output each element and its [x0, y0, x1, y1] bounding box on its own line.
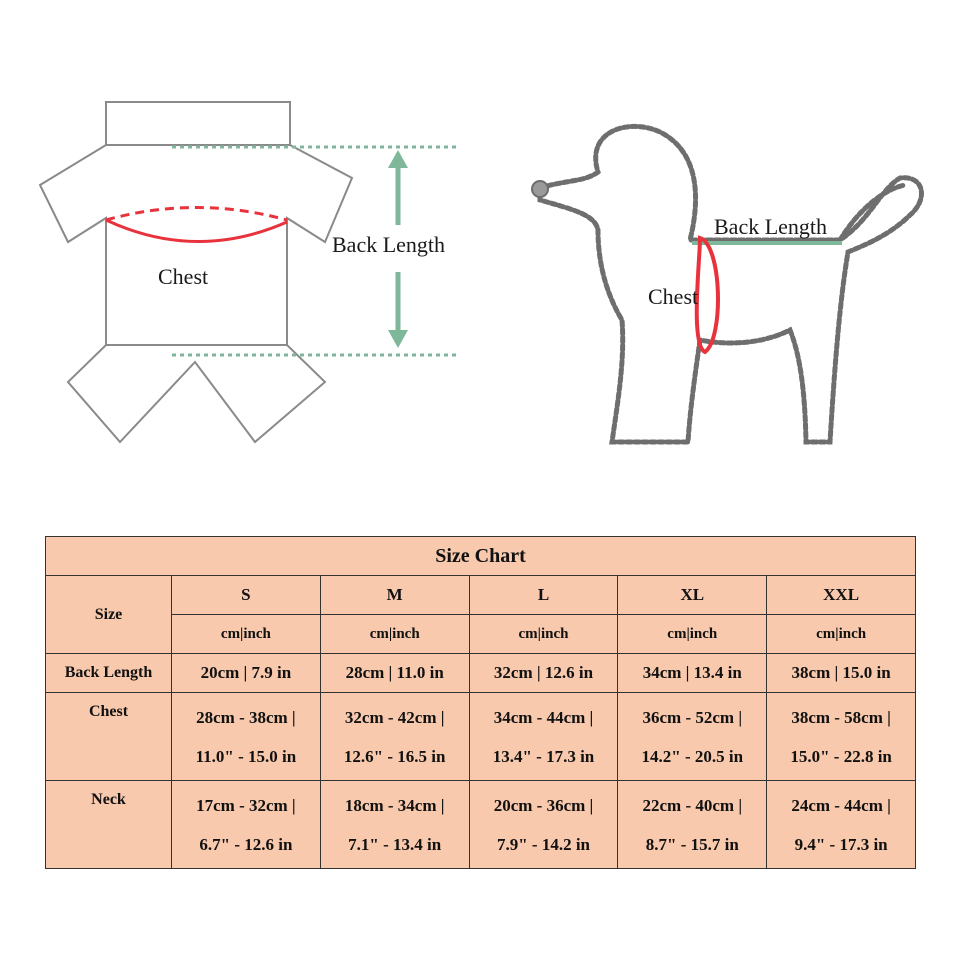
neck-cell: [320, 781, 469, 869]
illustration-area: [0, 0, 960, 470]
back-length-cell: 32cm | 12.6 in: [469, 654, 618, 693]
chest-row: [46, 693, 916, 781]
chest-cm: 36cm - 52cm |: [642, 707, 743, 727]
chest-cm: 38cm - 58cm |: [791, 707, 891, 727]
unit-cell: cm|inch: [320, 615, 469, 654]
chest-inch: 12.6" - 16.5 in: [343, 746, 446, 766]
size-xl-header: XL: [618, 576, 767, 615]
back-length-cell: 20cm | 7.9 in: [172, 654, 321, 693]
unit-cell: cm|inch: [767, 615, 916, 654]
back-length-label: Back Length: [46, 654, 172, 693]
chest-cell: [618, 693, 767, 781]
neck-row: [46, 781, 916, 869]
neck-label: Neck: [46, 781, 172, 869]
neck-inch: 9.4" - 17.3 in: [794, 834, 888, 854]
neck-inch: 6.7" - 12.6 in: [199, 834, 293, 854]
neck-cm: 24cm - 44cm |: [791, 795, 891, 815]
back-length-row: [46, 654, 916, 693]
neck-cm: 18cm - 34cm |: [344, 795, 445, 815]
neck-cell: [172, 781, 321, 869]
size-xxl-header: XXL: [767, 576, 916, 615]
illustration-svg: [0, 0, 960, 470]
unit-cell: cm|inch: [618, 615, 767, 654]
garment-legs: [68, 345, 325, 442]
chest-inch: 15.0" - 22.8 in: [790, 746, 892, 766]
chest-cell: [172, 693, 321, 781]
dog-chest-label: Chest: [648, 284, 699, 309]
neck-cell: [618, 781, 767, 869]
size-chart-table: [45, 536, 916, 869]
chest-cell: [469, 693, 618, 781]
dog-back-length-label: Back Length: [714, 214, 828, 239]
size-m-header: M: [320, 576, 469, 615]
chest-inch: 14.2" - 20.5 in: [641, 746, 744, 766]
back-length-cell: 38cm | 15.0 in: [767, 654, 916, 693]
unit-row: [46, 615, 916, 654]
chest-inch: 13.4" - 17.3 in: [492, 746, 595, 766]
neck-cm: 22cm - 40cm |: [642, 795, 743, 815]
back-length-cell: 34cm | 13.4 in: [618, 654, 767, 693]
chest-inch: 11.0" - 15.0 in: [195, 746, 297, 766]
dog-nose-icon: [532, 181, 548, 197]
size-chart-container: [45, 536, 915, 869]
table-title-row: [46, 537, 916, 576]
garment-chest-label: Chest: [158, 264, 209, 289]
chest-cell: [767, 693, 916, 781]
neck-inch: 7.1" - 13.4 in: [348, 834, 442, 854]
neck-inch: 7.9" - 14.2 in: [496, 834, 590, 854]
neck-cm: 20cm - 36cm |: [493, 795, 594, 815]
chest-cell: [320, 693, 469, 781]
chest-cm: 34cm - 44cm |: [493, 707, 594, 727]
size-header-row: [46, 576, 916, 615]
size-header-label: Size: [46, 576, 172, 654]
unit-cell: cm|inch: [172, 615, 321, 654]
table-title: Size Chart: [46, 537, 916, 576]
neck-cell: [469, 781, 618, 869]
neck-cm: 17cm - 32cm |: [196, 795, 296, 815]
dog-diagram: [540, 126, 921, 442]
garment-body: [40, 145, 352, 345]
chest-cm: 28cm - 38cm |: [196, 707, 296, 727]
neck-inch: 8.7" - 15.7 in: [645, 834, 739, 854]
garment-back-length-label: Back Length: [332, 232, 446, 257]
neck-cell: [767, 781, 916, 869]
garment-collar: [106, 102, 290, 145]
size-l-header: L: [469, 576, 618, 615]
unit-cell: cm|inch: [469, 615, 618, 654]
back-length-cell: 28cm | 11.0 in: [320, 654, 469, 693]
chest-cm: 32cm - 42cm |: [344, 707, 445, 727]
size-s-header: S: [172, 576, 321, 615]
dog-chest-ring: [697, 238, 718, 352]
chest-label: Chest: [46, 693, 172, 781]
